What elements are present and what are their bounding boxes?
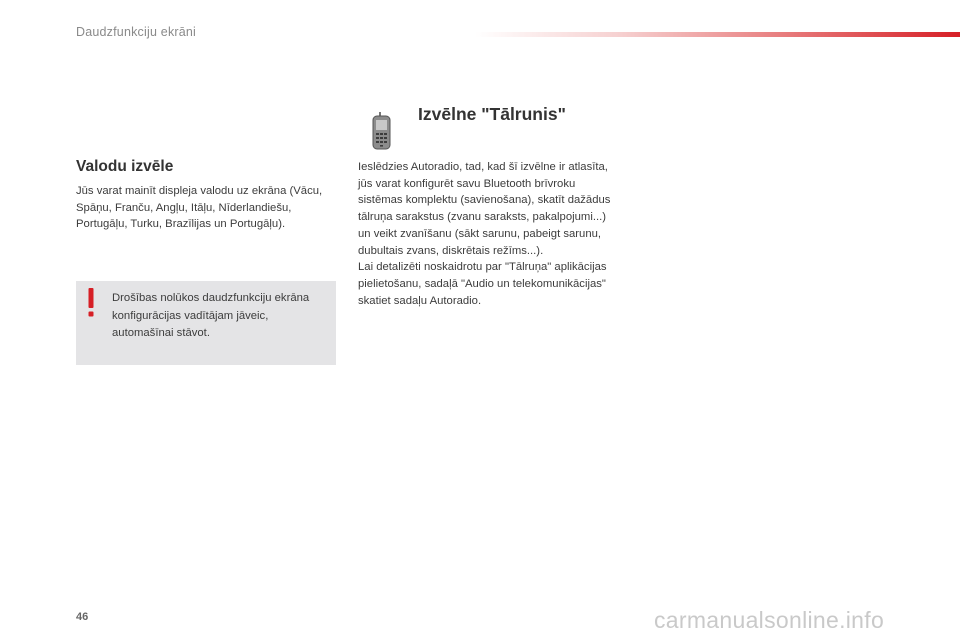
page-number: 46	[76, 611, 89, 623]
phone-menu-paragraph: Ieslēdzies Autoradio, tad, kad šī izvēlne ir atlasīta, jūs varat konfigurēt savu Bluetooth brīvroku sistēmas komplektu (savienošana), skatīt dažādus tālruņa sarakstus (zvanu saraksts, pakalpojumi...) un veikt zvanīšanu (sākt sarunu, pabeigt sarunu, dubultais zvans, diskrētais režīms...).	[358, 161, 611, 257]
watermark: carmanualsonline.info	[654, 607, 885, 633]
phone-menu-text	[358, 159, 620, 309]
phone-menu-reference: Lai detalizēti noskaidrotu par "Tālruņa" aplikācijas pielietošanu, sadaļā "Audio un telekomunikācijas" skatiet sadaļu Autoradio.	[358, 261, 607, 307]
warning-text: Drošības nolūkos daudzfunkciju ekrāna konfigurācijas vadītājam jāveic, automašīnai stāvot.	[112, 292, 310, 339]
exclamation-icon	[86, 288, 96, 318]
header-title: Daudzfunkciju ekrāni	[76, 25, 197, 39]
warning-box	[76, 281, 336, 365]
language-paragraph: Jūs varat mainīt displeja valodu uz ekrāna (Vācu, Spāņu, Franču, Angļu, Itāļu, Nīderlandiešu, Portugāļu, Turku, Brazīlijas un Portugāļu).	[76, 185, 323, 231]
mobile-phone-icon	[371, 112, 393, 150]
section-title-phone-menu: Izvēlne "Tālrunis"	[418, 104, 566, 124]
header-accent-line	[475, 32, 960, 37]
section-title-language: Valodu izvēle	[76, 158, 174, 175]
